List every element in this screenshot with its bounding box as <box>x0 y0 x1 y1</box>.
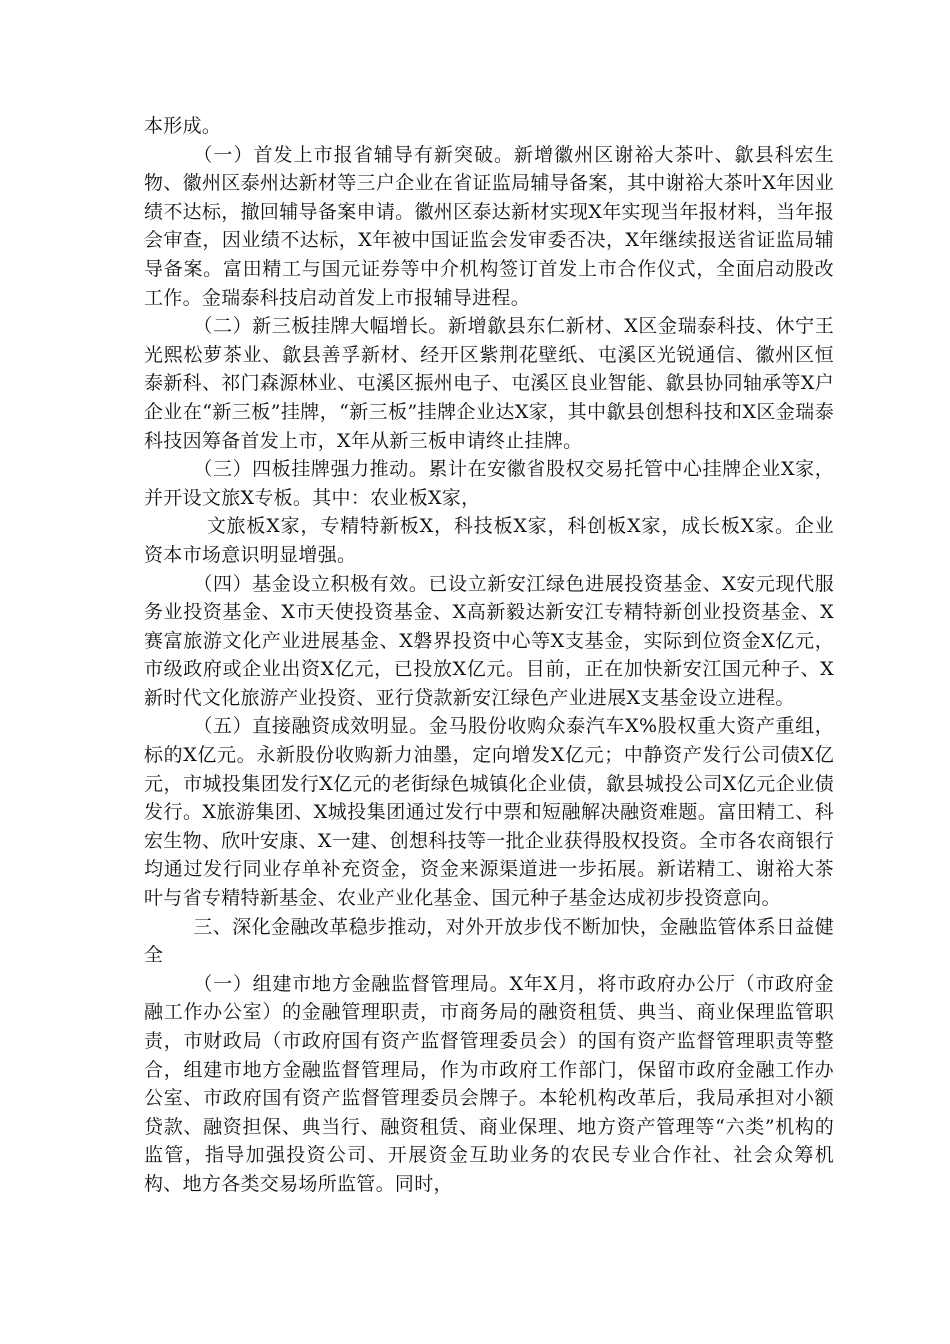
document-body <box>144 112 834 1199</box>
paragraph-regulatory-bureau: （一）组建市地方金融监督管理局。X年X月，将市政府办公厅（市政府金融工作办公室）的金融管理职责，市商务局的融资租赁、典当、商业保理监管职责，市财政局（市政府国有资产监督管理委员会）的国有资产监督管理职责等整合，组建市地方金融监督管理局，作为市政府工作部门，保留市政府金融工作办公室、市政府国有资产监督管理委员会牌子。本轮机构改革后，我局承担对小额贷款、融资担保、典当行、融资租赁、商业保理、地方资产管理等“六类”机构的监管，指导加强投资公司、开展资金互助业务的农民专业合作社、社会众筹机构、地方各类交易场所监管。同时， <box>144 972 834 1195</box>
paragraph-fourth-board: （三）四板挂牌强力推动。累计在安徽省股权交易托管中心挂牌企业X家，并开设文旅X专板。其中：农业板X家， <box>144 458 834 509</box>
section-heading-reform: 三、深化金融改革稳步推动，对外开放步伐不断加快，金融监管体系日益健全 <box>144 915 834 967</box>
paragraph-direct-financing: （五）直接融资成效明显。金马股份收购众泰汽车X%股权重大资产重组，标的X亿元。永新股份收购新力油墨，定向增发X亿元；中静资产发行公司债X亿元，市城投集团发行X亿元的老街绿色城镇化企业债，歙县城投公司X亿元企业债发行。X旅游集团、X城投集团通过发行中票和短融解决融资难题。富田精工、科宏生物、欣叶安康、X一建、创想科技等一批企业获得股权投资。全市各农商银行均通过发行同业存单补充资金，资金来源渠道进一步拓展。新诺精工、谢裕大茶叶与省专精特新基金、农业产业化基金、国元种子基金达成初步投资意向。 <box>144 715 834 910</box>
paragraph-ipo-breakthrough: （一）首发上市报省辅导有新突破。新增徽州区谢裕大茶叶、歙县科宏生物、徽州区泰州达新材等三户企业在省证监局辅导备案，其中谢裕大茶叶X年因业绩不达标，撤回辅导备案申请。徽州区泰达新材实现X年实现当年报材料，当年报会审查，因业绩不达标，X年被中国证监会发审委否决，X年继续报送省证监局辅导备案。富田精工与国元证券等中介机构签订首发上市合作仪式，全面启动股改工作。金瑞泰科技启动首发上市报辅导进程。 <box>144 143 834 309</box>
paragraph-new-third-board: （二）新三板挂牌大幅增长。新增歙县东仁新材、X区金瑞泰科技、休宁王光熙松萝茶业、歙县善孚新材、经开区紫荆花壁纸、屯溪区光锐通信、徽州区恒泰新科、祁门森源林业、屯溪区振州电子、屯溪区良业智能、歙县协同轴承等X户企业在“新三板”挂牌，“新三板”挂牌企业达X家，其中歙县创想科技和X区金瑞泰科技因筹备首发上市，X年从新三板申请终止挂牌。 <box>144 315 834 452</box>
paragraph-fourth-board-continued: 文旅板X家，专精特新板X，科技板X家，科创板X家，成长板X家。企业资本市场意识明显增强。 <box>144 515 834 566</box>
paragraph-funds: （四）基金设立积极有效。已设立新安江绿色进展投资基金、X安元现代服务业投资基金、X市天使投资基金、X高新毅达新安江专精特新创业投资基金、X赛富旅游文化产业进展基金、X磐界投资中心等X支基金，实际到位资金X亿元，市级政府或企业出资X亿元，已投放X亿元。目前，正在加快新安江国元种子、X新时代文化旅游产业投资、亚行贷款新安江绿色产业进展X支基金设立进程。 <box>144 572 834 709</box>
paragraph-continuation: 本形成。 <box>144 115 222 137</box>
